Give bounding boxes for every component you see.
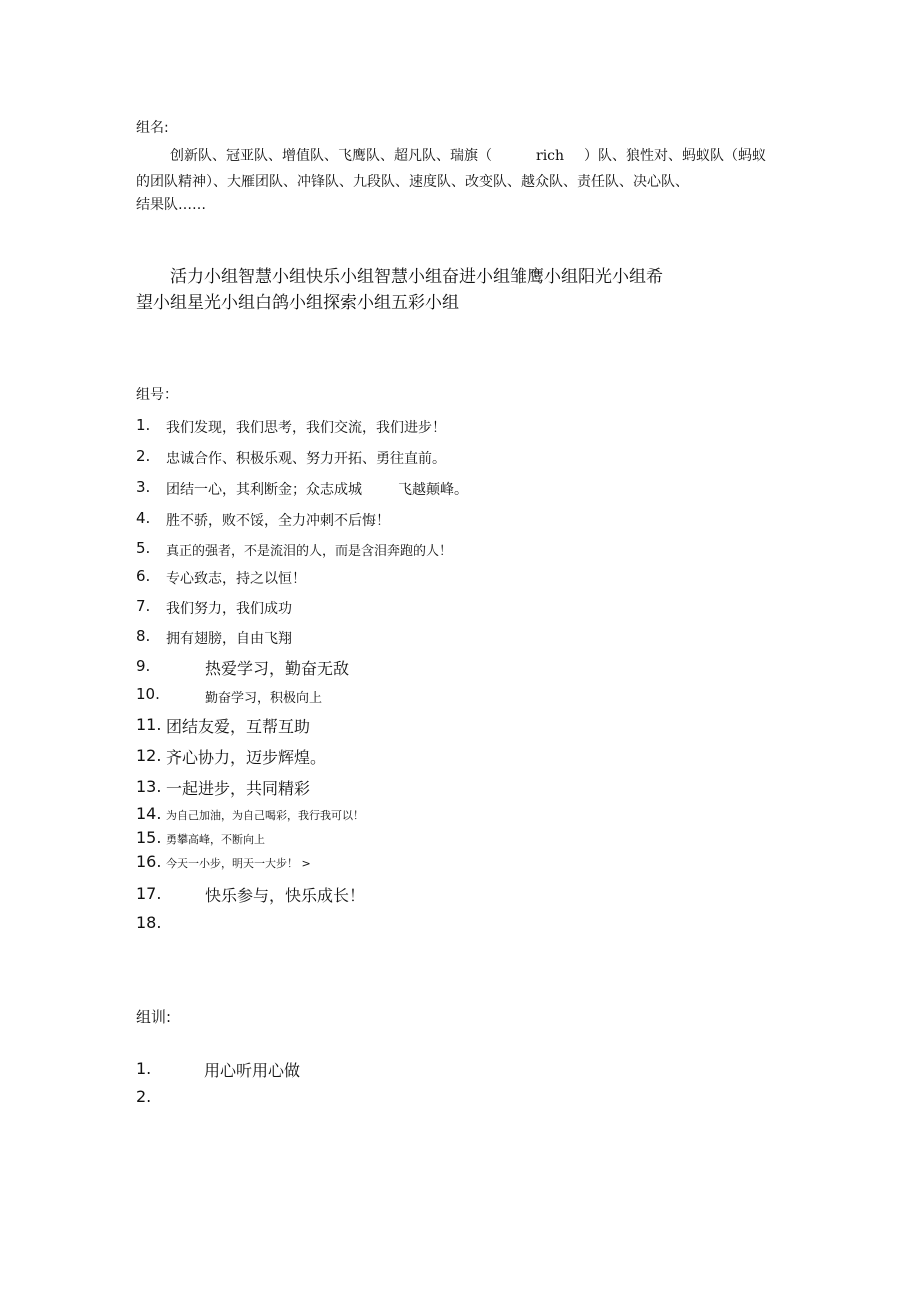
slogan-text: 勤奋学习，积极向上	[205, 691, 323, 706]
slogan-number: 15.	[136, 828, 162, 847]
group-names-line-2: 望小组星光小组白鸽小组探索小组五彩小组	[136, 293, 459, 313]
team-names-line-3: 结果队……	[136, 197, 206, 213]
slogan-text	[166, 479, 468, 499]
slogan-text-part: 团结一心，其利断金；众志成城	[166, 482, 362, 498]
slogan-number: 7.	[136, 597, 151, 615]
team-names-line-2: 的团队精神）、大雁团队、冲锋队、九段队、速度队、改变队、越众队、责任队、决心队、	[136, 174, 689, 190]
slogan-number: 4.	[136, 509, 151, 527]
slogan-text: 胜不骄，败不馁，全力冲刺不后悔！	[166, 513, 390, 529]
slogan-number: 9.	[136, 657, 151, 675]
slogan-text: 团结友爱，互帮互助	[166, 717, 311, 736]
team-names-line-1	[170, 145, 766, 165]
slogan-number: 12.	[136, 746, 162, 765]
motto-number: 2.	[136, 1087, 152, 1106]
slogan-number: 6.	[136, 567, 151, 585]
slogan-text: 勇攀高峰，不断向上	[166, 833, 265, 846]
group-names-line-1: 活力小组智慧小组快乐小组智慧小组奋进小组雏鹰小组阳光小组希	[170, 267, 663, 287]
slogan-number: 13.	[136, 777, 162, 796]
slogan-text: 快乐参与，快乐成长！	[205, 886, 366, 905]
slogan-number: 5.	[136, 539, 151, 557]
slogan-text-part: 飞越颠峰。	[398, 482, 468, 498]
slogan-text: 忠诚合作、积极乐观、努力开拓、勇往直前。	[166, 451, 446, 467]
slogans-heading: 组号：	[136, 387, 178, 403]
slogan-text: 一起进步，共同精彩	[166, 779, 311, 798]
slogan-number: 16.	[136, 852, 162, 871]
slogan-text: 真正的强者，不是流泪的人，而是含泪奔跑的人！	[166, 544, 453, 559]
slogan-number: 8.	[136, 627, 151, 645]
slogan-text: 我们努力，我们成功	[166, 601, 292, 617]
slogan-number: 2.	[136, 447, 151, 465]
slogan-text: 我们发现，我们思考，我们交流，我们进步！	[166, 420, 446, 436]
slogan-text: 拥有翅膀，自由飞翔	[166, 631, 292, 647]
slogan-text: 齐心协力，迈步辉煌。	[166, 748, 327, 767]
slogan-text: 为自己加油，为自己喝彩，我行我可以！	[166, 809, 364, 822]
motto-text: 用心听用心做	[204, 1061, 301, 1080]
team-names-text: 创新队、冠亚队、增值队、飞鹰队、超凡队、瑞旗（	[170, 148, 492, 164]
slogan-number: 1.	[136, 416, 151, 434]
motto-number: 1.	[136, 1059, 152, 1078]
slogan-number: 18.	[136, 913, 162, 932]
team-names-rich: rich	[536, 148, 565, 164]
slogan-number: 3.	[136, 478, 151, 496]
team-names-text: ）队、狼性对、蚂蚁队（蚂蚁	[584, 148, 767, 164]
team-names-heading: 组名:	[136, 120, 169, 136]
slogan-number: 11.	[136, 715, 162, 734]
motto-heading: 组训:	[136, 1008, 172, 1026]
slogan-number: 14.	[136, 804, 162, 823]
slogan-text: 专心致志，持之以恒！	[166, 571, 306, 587]
slogan-number: 17.	[136, 884, 162, 903]
slogan-text: 今天一小步，明天一大步！ >	[166, 857, 311, 870]
slogan-text: 热爱学习，勤奋无敌	[205, 659, 350, 678]
slogan-number: 10.	[136, 685, 160, 703]
